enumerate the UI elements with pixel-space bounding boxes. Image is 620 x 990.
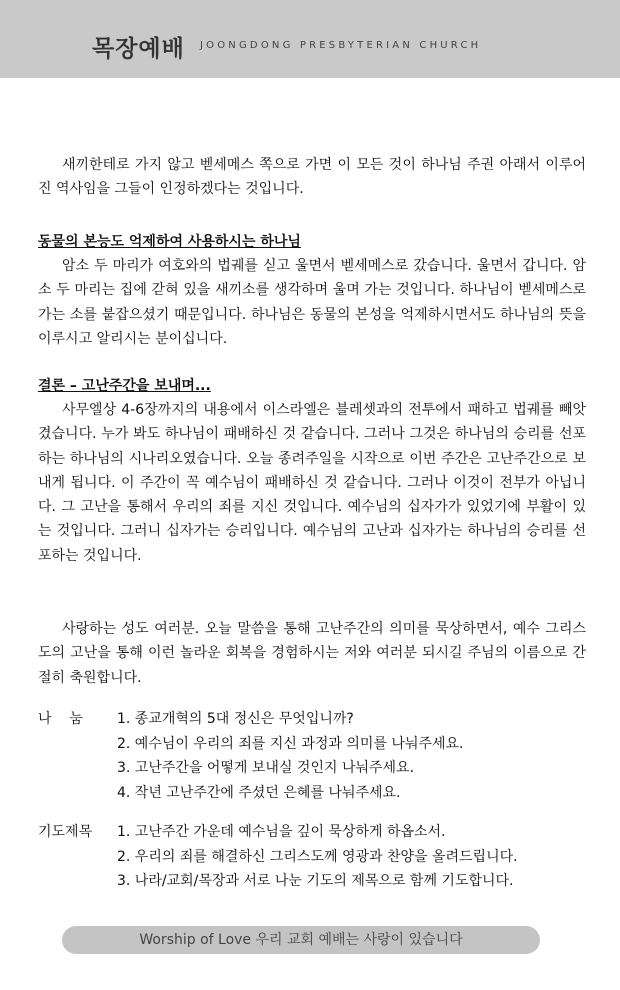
section1-heading: 동물의 본능도 억제하여 사용하시는 하나님 <box>38 234 301 250</box>
footer-banner: Worship of Love 우리 교회 예배는 사랑이 있습니다 <box>62 926 540 954</box>
list-item: 3. 나라/교회/목장과 서로 나눈 기도의 제목으로 함께 기도합니다. <box>117 873 514 889</box>
list-item: 1. 종교개혁의 5대 정신은 무엇입니까? <box>117 711 354 727</box>
list-item: 1. 고난주간 가운데 예수님을 깊이 묵상하게 하옵소서. <box>117 824 446 840</box>
closing-paragraph: 사랑하는 성도 여러분. 오늘 말씀을 통해 고난주간의 의미를 묵상하면서, 예수 그리스도의 고난을 통해 이런 놀라운 회복을 경험하시는 저와 여러분 되시길 주님의 이름으로 간절히 축원합니다. <box>38 621 586 686</box>
intro-paragraph: 새끼한테로 가지 않고 벧세메스 쪽으로 가면 이 모든 것이 하나님 주권 아래서 이루어진 역사임을 그들이 인정하겠다는 것입니다. <box>38 157 586 198</box>
sharing-label: 나 눔 <box>38 711 83 727</box>
list-item: 2. 예수님이 우리의 죄를 지신 과정과 의미를 나눠주세요. <box>117 735 464 752</box>
prayer-label: 기도제목 <box>38 824 93 840</box>
section2-paragraph: 사무엘상 4-6장까지의 내용에서 이스라엘은 블레셋과의 전투에서 패하고 법궤를 빼앗겼습니다. 누가 봐도 하나님이 패배하신 것 같습니다. 그러나 그것은 하나님의 승리를 선포하는 하나님의 시나리오였습니다. 오늘 종려주일을 시작으로 이번 주간은 고난주간으로 보내게 됩니다. 이 주간이 꼭 예수님이 패배하신 것 같습니다. 그러나 이것이 전부가 아닙니다. 그 고난을 통해서 우리의 죄를 지신 것입니다. 예수님의 십자가가 있었기에 부활이 있는 것입니다. 그러니 십자가는 승리입니다. 예수님의 고난과 십자가는 하나님의 승리를 선포하는 것입니다. <box>38 402 586 564</box>
list-item: 2. 우리의 죄를 해결하신 그리스도께 영광과 찬양을 올려드립니다. <box>117 848 518 865</box>
list-item: 3. 고난주간을 어떻게 보내실 것인지 나눠주세요. <box>117 760 415 776</box>
page-header <box>0 0 620 78</box>
header-title: 목장예배 <box>92 36 185 62</box>
section2-heading: 결론 – 고난주간을 보내며... <box>38 378 211 394</box>
section1-paragraph: 암소 두 마리가 여호와의 법궤를 싣고 울면서 벧세메스로 갔습니다. 울면서 갑니다. 암소 두 마리는 집에 갇혀 있을 새끼소를 생각하며 울며 가는 것입니다. 하나님이 벧세메스로 가는 소를 붙잡으셨기 때문입니다. 하나님은 동물의 본성을 억제하시면서도 하나님의 뜻을 이루시고 알리시는 분이십니다. <box>38 258 586 347</box>
header-subtitle: JOONGDONG PRESBYTERIAN CHURCH <box>200 40 482 51</box>
sharing-list <box>117 707 464 805</box>
list-item: 4. 작년 고난주간에 주셨던 은혜를 나눠주세요. <box>117 784 401 801</box>
prayer-list <box>117 820 518 894</box>
